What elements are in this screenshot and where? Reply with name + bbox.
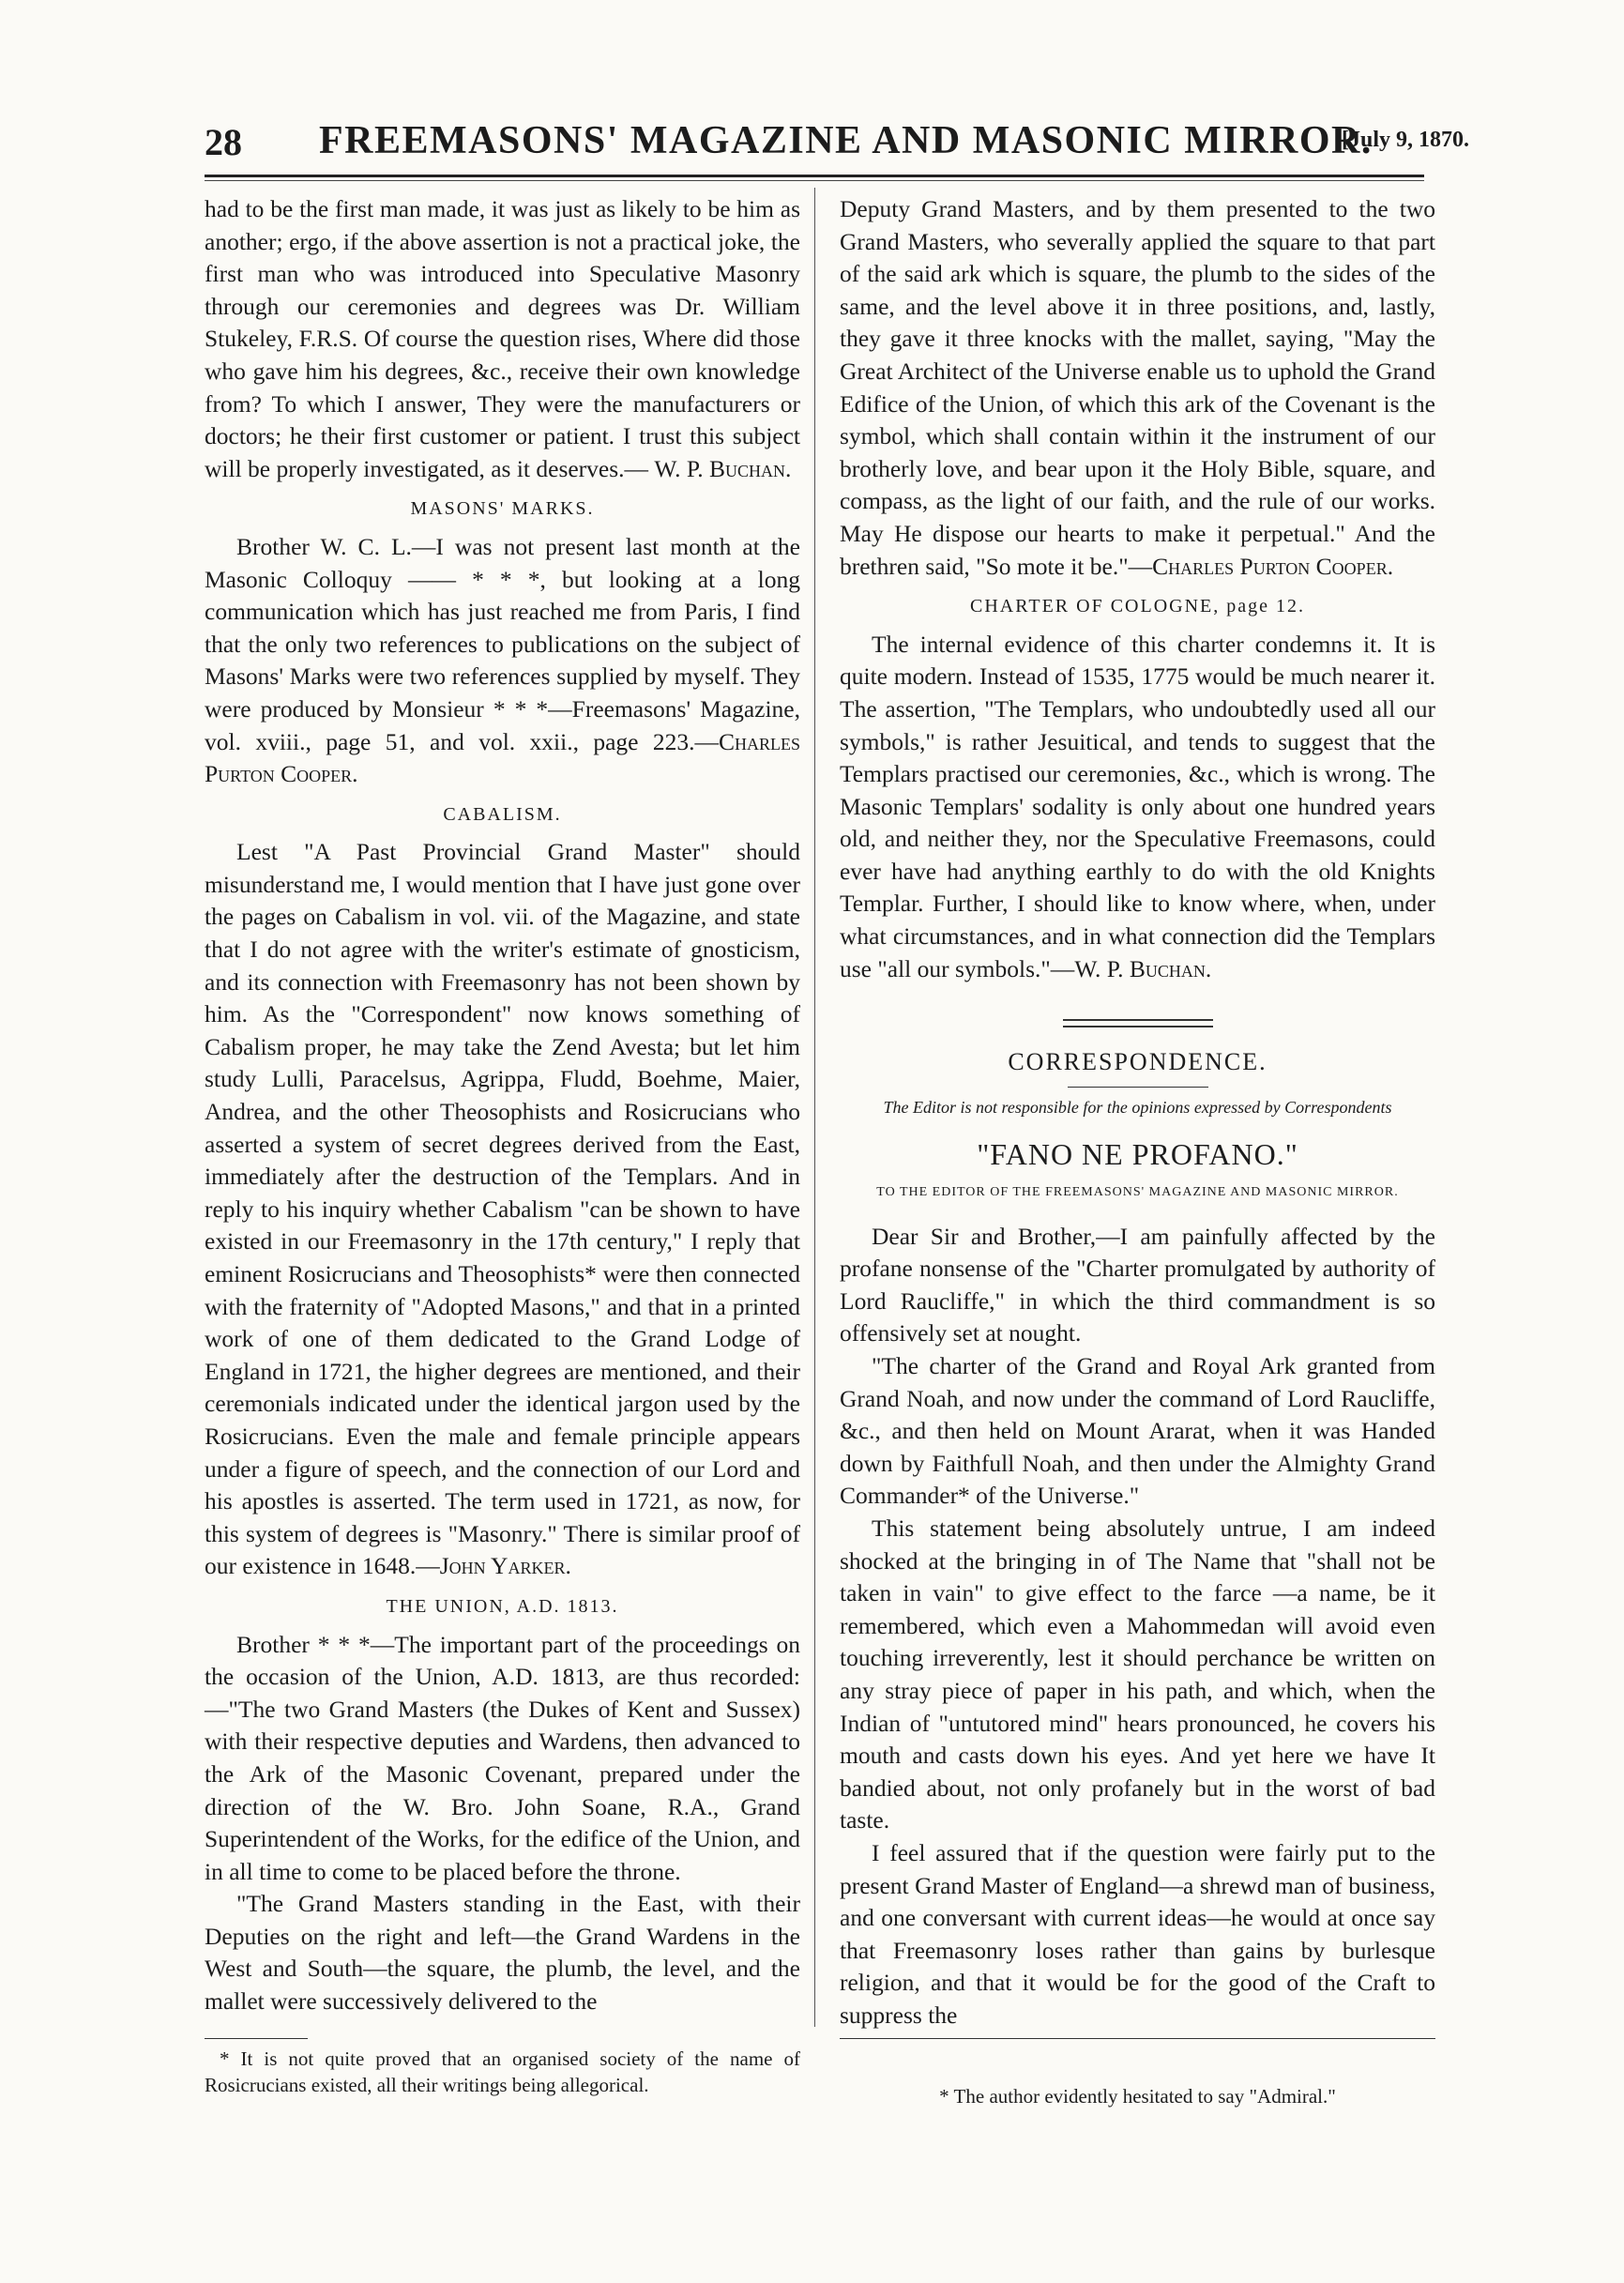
section-heading-union: THE UNION, A.D. 1813. <box>386 1595 619 1617</box>
footnote-rule <box>205 2038 308 2039</box>
heading-rule <box>1068 1087 1208 1088</box>
article-paragraph: Brother W. C. L.—I was not present last month at the Masonic Colloquy —— * * *, but looking at a long communication which has just reached me from Paris, I find that the only two references to publications on the subject of Masons' Marks were two references supplied by myself. They were produced by Monsieur * * *—Freemasons' Magazine, vol. xviii., page 51, and vol. xxii., page 223.—Charles Purton Cooper. <box>205 532 800 788</box>
article-paragraph: "The Grand Masters standing in the East, with their Deputies on the right and left—the Grand Wardens in the West and South—the square, the plumb, the level, and the mallet were successively delivered to the <box>205 1890 800 2016</box>
left-column <box>205 193 800 2018</box>
section-heading-charter-of-cologne: CHARTER OF COLOGNE, page 12. <box>969 596 1305 617</box>
header-rule <box>205 175 1424 177</box>
letter-paragraph: This statement being absolutely untrue, I am indeed shocked at the bringing in of The Name that "shall not be taken in vain" to give effect to the farce —a name, be it remembered, which even a Mahommedan will avoid even touching irreverently, lest it should perchance be written on any stray piece of paper in his path, and which, when the Indian of "untutored mind" hears pronounced, he covers his mouth and casts down his eyes. And yet here we have It bandied about, not only profanely but in the worst of bad taste. <box>840 1514 1435 1834</box>
page-number: 28 <box>205 121 242 163</box>
article-paragraph: Deputy Grand Masters, and by them presented to the two Grand Masters, who severally applied the square to that part of the said ark which is square, the plumb to the sides of the same, and the level above it in three positions, and, lastly, they gave it three knocks with the mallet, saying, "May the Great Architect of the Universe enable us to uphold the Grand Edifice of the Union, of which this ark of the Covenant is the symbol, which shall contain within it the instrument of our brotherly love, and bear upon it the Holy Bible, square, and compass, as the light of our faith, and the rule of our works. May He dispose our hearts to make it perpetual." And the brethren said, "So mote it be."—Charles Purton Cooper. <box>840 195 1435 580</box>
article-paragraph: had to be the first man made, it was just as likely to be him as another; ergo, if the above assertion is not a practical joke, the first man who was introduced into Speculative Masonry through our ceremonies and degrees was Dr. William Stukeley, F.R.S. Of course the question rises, Where did those who gave him his degrees, &c., receive their own knowledge from? To which I answer, They were the manufacturers or doctors; he their first customer or patient. I trust this subject will be properly investigated, as it deserves.— W. P. Buchan. <box>205 195 800 482</box>
column-divider <box>814 188 815 2027</box>
editor-disclaimer: The Editor is not responsible for the opinions expressed by Correspondents <box>883 1097 1392 1117</box>
section-heading-masons-marks: MASONS' MARKS. <box>410 498 595 520</box>
footnote-rule <box>840 2038 1435 2039</box>
signature: John Yarker. <box>439 1552 571 1580</box>
letter-paragraph: "The charter of the Grand and Royal Ark granted from Grand Noah, and now under the command of Lord Raucliffe, &c., and then held on Mount Ararat, when it was Handed down by Faithfull Noah, and then under the Almighty Grand Commander* of the Universe." <box>840 1352 1435 1510</box>
letter-addressee: TO THE EDITOR OF THE FREEMASONS' MAGAZINE AND MASONIC MIRROR. <box>876 1185 1399 1200</box>
section-separator <box>1063 1019 1213 1027</box>
header-rule-thin <box>205 180 1424 181</box>
signature: W. P. Buchan. <box>1074 954 1212 982</box>
signature: W. P. Buchan. <box>654 454 792 482</box>
publication-title: FREEMASONS' MAGAZINE AND MASONIC MIRROR. <box>319 119 1373 162</box>
letter-title: "FANO NE PROFANO." <box>977 1137 1298 1172</box>
article-paragraph: Brother * * *—The important part of the proceedings on the occasion of the Union, A.D. 1813, are thus recorded:—"The two Grand Masters (the Dukes of Kent and Sussex) with their respective deputies and Wardens, then advanced to the Ark of the Masonic Covenant, prepared under the direction of the W. Bro. John Soane, R.A., Grand Superintendent of the Works, for the edifice of the Union, and in all time to come to be placed before the throne. <box>205 1630 800 1885</box>
letter-paragraph: Dear Sir and Brother,—I am painfully affected by the profane nonsense of the "Charter promulgated by authority of Lord Raucliffe," in which the third commandment is so offensively set at nought. <box>840 1222 1435 1347</box>
footnote-admiral: * The author evidently hesitated to say "Admiral." <box>939 2085 1336 2108</box>
signature: Charles Purton Cooper. <box>1152 552 1394 580</box>
issue-date: [July 9, 1870. <box>1342 128 1470 152</box>
article-paragraph: The internal evidence of this charter condemns it. It is quite modern. Instead of 1535, 1775 would be much nearer it. The assertion, "The Templars, who undoubtedly used all our symbols," is rather Jesuitical, and tends to suggest that the Templars practised our ceremonies, &c., which is wrong. The Masonic Templars' sodality is only about one hundred years old, and neither they, nor the Speculative Freemasons, could ever have had anything earthly to do with the old Knights Templar. Further, I should like to know where, when, under what circumstances, and in what connection did the Templars use "all our symbols."—W. P. Buchan. <box>840 630 1435 982</box>
signature: Charles Purton Cooper. <box>205 727 800 788</box>
right-column <box>840 193 1435 2032</box>
article-paragraph: Lest "A Past Provincial Grand Master" should misunderstand me, I would mention that I have just gone over the pages on Cabalism in vol. vii. of the Magazine, and state that I do not agree with the writer's estimate of gnosticism, and its connection with Freemasonry has not been shown by him. As the "Correspondent" now knows something of Cabalism proper, he may take the Zend Avesta; but let him study Lulli, Paracelsus, Agrippa, Fludd, Boehme, Maier, Andrea, and the other Theosophists and Rosicrucians who asserted a system of secret degrees derived from the East, immediately after the destruction of the Templars. And in reply to his inquiry whether Cabalism "can be shown to have existed in our Freemasonry in the 17th century," I reply that eminent Rosicrucians and Theosophists* were then connected with the fraternity of "Adopted Masons," and that in a printed work of one of them dedicated to the Grand Lodge of England in 1721, the higher degrees are mentioned, and their ceremonials indicated under the identical jargon used by the Rosicrucians. Even the male and female principle appears under a figure of speech, and the connection of our Lord and his apostles is asserted. The term used in 1721, as now, for this system of degrees is "Masonry." There is similar proof of our existence in 1648.—John Yarker. <box>205 838 800 1580</box>
footnote-rosicrucians: * It is not quite proved that an organised society of the name of Rosicrucians existed, all their writings being allegorical. <box>205 2047 800 2096</box>
letter-paragraph: I feel assured that if the question were fairly put to the present Grand Master of England—a shrewd man of business, and one conversant with current ideas—he would at once say that Freemasonry loses rather than gains by burlesque religion, and that it would be for the good of the Craft to suppress the <box>840 1838 1435 2029</box>
section-heading-correspondence: CORRESPONDENCE. <box>1008 1048 1267 1076</box>
section-heading-cabalism: CABALISM. <box>443 803 562 825</box>
